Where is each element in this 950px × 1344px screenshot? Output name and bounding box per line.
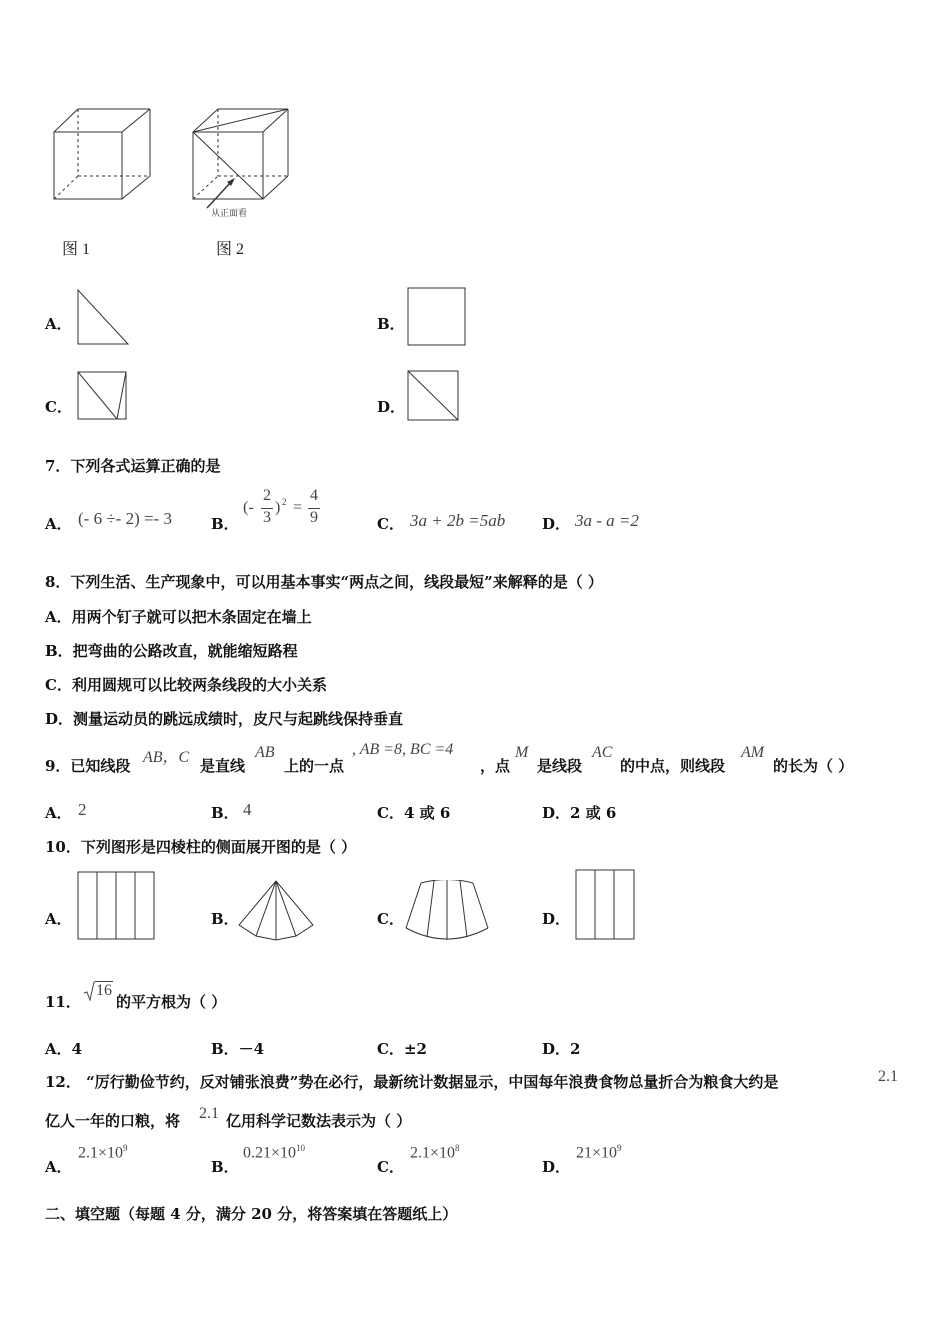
q9-math-m: M (515, 744, 529, 761)
q9-option-b-value: 4 (243, 800, 252, 819)
q7-option-c-label: C． (377, 515, 404, 533)
q6-option-a-label: A． (45, 315, 72, 333)
q10-option-d-net (574, 868, 638, 942)
q8-option-c: C．利用圆规可以比较两条线段的大小关系 (45, 676, 327, 694)
figure-2-caption: 图 2 (216, 241, 245, 258)
q7-option-d-label: D． (542, 515, 571, 533)
q6-option-c-figure (76, 370, 130, 422)
q7-option-a-math: (- 6 ÷- 2) =- 3 (78, 509, 172, 528)
q12-option-d-label: D． (542, 1158, 571, 1176)
q10-option-c-annular-sector (403, 880, 491, 944)
q12-option-b-label: B． (211, 1158, 239, 1176)
q11-option-a: A．4 (45, 1040, 83, 1058)
q12-option-c-label: C． (377, 1158, 404, 1176)
q12-option-c-math: $2.1\times 10^8$ (410, 1143, 460, 1162)
q11-option-d: D．2 (542, 1040, 581, 1058)
q9-option-c: C．4 或 6 (377, 804, 451, 822)
q7-option-b-label: B． (211, 515, 239, 533)
q11-number: 11． (45, 993, 81, 1011)
q12-stem-part-3: 亿用科学记数法表示为（ ） (226, 1112, 412, 1130)
q9-stem-part-6: 的中点，则线段 (620, 757, 726, 775)
section-2-title: 二、填空题（每题 4 分，满分 20 分，将答案填在答题纸上） (45, 1205, 458, 1223)
q9-math-am: AM (741, 744, 765, 761)
q8-option-d: D．测量运动员的跳远成绩时，皮尺与起跳线保持垂直 (45, 710, 404, 728)
q6-option-c-label: C． (45, 398, 72, 416)
q9-option-b-label: B． (211, 804, 239, 822)
q12-option-d-math: $21\times 10^9$ (576, 1143, 622, 1162)
q12-option-a-math: $2.1\times 10^9$ (78, 1143, 128, 1162)
q9-math-ab-c: AB，C (143, 749, 190, 766)
q11-option-b: B．－4 (211, 1040, 265, 1058)
front-view-note: 从正面看 (211, 209, 248, 219)
q12-stem-part-1: 12． “厉行勤俭节约，反对铺张浪费”势在必行，最新统计数据显示，中国每年浪费食物总量折合为粮食大约是 (45, 1073, 779, 1091)
q12-value-1: 2.1 (878, 1068, 898, 1085)
q9-stem-part-4: ，点 (480, 757, 511, 775)
q10-stem: 10．下列图形是四棱柱的侧面展开图的是（ ） (45, 838, 357, 856)
q7-option-d-math: 3a - a =2 (575, 511, 639, 530)
q12-option-b-math: $0.21\times 10^{10}$ (243, 1143, 306, 1162)
q7-stem: 7．下列各式运算正确的是 (45, 457, 221, 475)
q6-option-b-label: B． (377, 315, 405, 333)
q12-value-2: 2.1 (199, 1105, 219, 1122)
q9-stem-part-2: 是直线 (200, 757, 246, 775)
q6-option-d-label: D． (377, 398, 406, 416)
q12-option-a-label: A． (45, 1158, 72, 1176)
q9-stem-part-1: 9．已知线段 (45, 757, 131, 775)
q12-stem-part-2: 亿人一年的口粮，将 (45, 1112, 181, 1130)
q10-option-b-sector (236, 878, 316, 944)
q6-option-d-figure (406, 369, 462, 423)
figure-1-caption: 图 1 (62, 241, 91, 258)
q8-option-b: B．把弯曲的公路改直，就能缩短路程 (45, 642, 298, 660)
q6-option-a-triangle (76, 288, 132, 348)
q9-math-ac: AC (592, 744, 613, 761)
q10-option-c-label: C． (377, 910, 404, 928)
q7-option-b-math: (- 2 3 ) 2 = 4 9 (243, 487, 318, 526)
q7-option-a-label: A． (45, 515, 72, 533)
q9-option-d: D．2 或 6 (542, 804, 617, 822)
q10-option-d-label: D． (542, 910, 571, 928)
q9-math-lengths: , AB =8, BC =4 (352, 741, 454, 758)
q8-option-a: A．用两个钉子就可以把木条固定在墙上 (45, 608, 312, 626)
cube-figure-1 (50, 105, 160, 205)
q9-stem-part-5: 是线段 (537, 757, 583, 775)
q10-option-b-label: B． (211, 910, 239, 928)
q11-option-c: C．±2 (377, 1040, 427, 1058)
q6-option-b-square (406, 286, 468, 348)
q10-option-a-net (76, 870, 158, 942)
q11-stem: 的平方根为（ ） (116, 993, 227, 1011)
q9-math-ab: AB (255, 744, 275, 761)
q9-option-a-label: A． (45, 804, 72, 822)
q9-stem-part-3: 上的一点 (284, 757, 345, 775)
q10-option-a-label: A． (45, 910, 72, 928)
q7-option-c-math: 3a + 2b =5ab (410, 511, 506, 530)
q9-stem-part-7: 的长为（ ） (773, 757, 854, 775)
q9-option-a-value: 2 (78, 800, 87, 819)
q8-stem: 8．下列生活、生产现象中，可以用基本事实“两点之间，线段最短”来解释的是（ ） (45, 573, 603, 591)
